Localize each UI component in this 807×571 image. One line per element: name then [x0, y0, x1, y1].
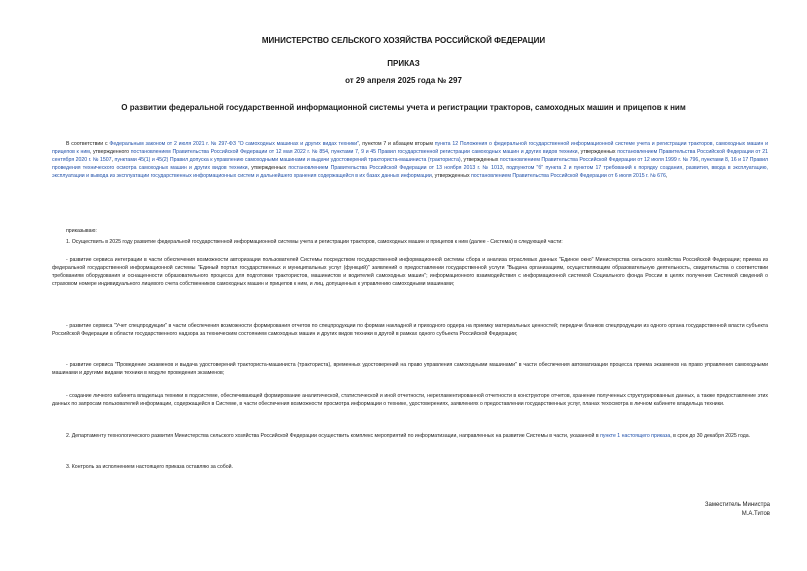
preamble-text: ,	[328, 149, 332, 156]
preamble-text: , утвержденных	[431, 173, 471, 180]
order-word	[52, 227, 768, 235]
preamble-text: ,	[111, 157, 115, 164]
bullet-4-text: - создание личного кабинета владельца техники в подсистеме, обеспечивающей формирование аналитической, статистической и иной отчетности, нерегламентированной отчетности в конструкторе отчетов, хранение полученных структурированных данных, а также предоставление этих данных по запросам пользователей информации, содержащейся в Системе, в части обеспечения возможности просмотра информации о технике, удостоверениях, заявлениях о предоставлении государственных услуг, планах техосмотра в личном кабинете владельца техники.	[52, 393, 768, 408]
rules-link-admission[interactable]: пунктами 45(1) и 45(2) Правил допуска к управлению самоходными машинами и выдачи удостоверений тракториста-машиниста (тракториста)	[114, 157, 461, 164]
signature-block	[705, 501, 770, 519]
item-2-text-end: , в срок до 30 декабря 2025 года.	[670, 433, 751, 439]
item-3	[52, 463, 768, 471]
preamble-text: В соответствии с	[66, 141, 110, 147]
bullet-3-text: - развитие сервиса "Проведение экзаменов и выдача удостоверений тракториста-машиниста (тракториста), временных удостоверений на право управления самоходными машинами" в части обеспечения автоматизации процесса приема экзаменов на право управления самоходными машинами и другими видами техники в модуле проведения экзаменов;	[52, 362, 768, 377]
decree-link-1507[interactable]: постановлением Правительства Российской Федерации от 21 сентября 2020 г. № 1507	[52, 149, 769, 164]
decree-link-796[interactable]: постановлением Правительства Российской Федерации от 12 июля 1999 г. № 796	[499, 157, 699, 164]
bullet-4	[52, 392, 768, 408]
rules-link-inspection[interactable]: пунктами 8, 16 и 17 Правил проведения технического осмотра самоходных машин и других видов техники	[52, 157, 768, 172]
date-number-heading: от 29 апреля 2025 года № 297	[345, 76, 462, 85]
preamble-text: , утвержденных	[460, 157, 500, 164]
item-2	[52, 432, 768, 440]
regulation-link-p12[interactable]: пункта 12 Положения о федеральной государственной информационной системе учета и регистрации тракторов, самоходных машин и прицепов к ним	[52, 141, 769, 156]
preamble-text: ,	[502, 165, 507, 172]
ministry-heading: МИНИСТЕРСТВО СЕЛЬСКОГО ХОЗЯЙСТВА РОССИЙСКОЙ ФЕДЕРАЦИИ	[261, 36, 546, 45]
item-3-text: 3. Контроль за исполнением настоящего приказа оставляю за собой.	[66, 464, 233, 470]
preamble-text: , пунктом 7 и абзацем вторым	[358, 141, 435, 147]
decree-link-1013[interactable]: постановлением Правительства Российской Федерации от 13 ноября 2013 г. № 1013	[288, 165, 503, 172]
requirements-link[interactable]: подпунктом "б" пункта 2 и пунктом 17 требований к порядку создания, развития, ввода в эксплуатацию, эксплуатации и вывода из эксплуатации государственных информационных систем и дальнейшего хранения содержащейся в их базах данных информации	[52, 165, 768, 180]
bullet-1-text: - развитие сервиса интеграции в части обеспечения возможности авторизации пользователей Системы посредством государственной информационной системы сбора и анализа отраслевых данных "Единое окно" Министерства сельского хозяйства Российской Федерации; приема из федеральной государственной информационной системы "Единый портал государственных и муниципальных услуг (функций)" заявлений о предоставлении государственной услуги "Выдача организациям, осуществляющим образовательную деятельность, свидетельства о соответствии требованиям оборудования и оснащенности образовательного процесса для подготовки трактористов, машинистов и водителей самоходных машин"; информационного взаимодействия с информационной системой Социального фонда России в целях получения Системой сведений о страховом номере индивидуального лицевого счета собственников самоходных машин и прицепов к ним, и лиц, допущенных к управлению самоходными машинами;	[52, 257, 768, 288]
bullet-2-text: - развитие сервиса "Учет спецпродукции" в части обеспечения возможности формирования отчетов по спецпродукции по формам накладной и приходного ордера на приемку материальных ценностей; передачи бланков спецпродукции из одного органа государственной власти субъекта Российской Федерации в области государственного надзора за техническим состоянием самоходных машин и других видов техники в другой в рамках одного субъекта Российской Федерации;	[52, 323, 768, 338]
item-1-text: 1. Осуществить в 2025 году развитие федеральной государственной информационной системы учета и регистрации тракторов, самоходных машин и прицепов к ним (далее - Система) в следующей части:	[66, 239, 563, 245]
preamble-text: , утвержденных	[577, 149, 618, 156]
signatory-position: Заместитель Министра	[704, 502, 770, 508]
preamble-text: ,	[698, 157, 702, 164]
bullet-3	[52, 361, 768, 377]
doc-type-heading: ПРИКАЗ	[387, 59, 420, 68]
bullet-2	[52, 322, 768, 338]
item-2-text: 2. Департаменту технологического развития Министерства сельского хозяйства Российской Федерации осуществить комплекс мероприятий по информатизации, направленных на развитие Системы в части, указанной в	[66, 433, 601, 439]
preamble-text: ,	[665, 173, 668, 180]
order-word-text: приказываю:	[66, 228, 97, 234]
decree-link-676[interactable]: постановлением Правительства Российской Федерации от 6 июля 2015 г. № 676	[470, 173, 666, 180]
item-1-reference-link[interactable]: пункте 1 настоящего приказа	[600, 433, 671, 439]
preamble-text: , утвержденных	[247, 165, 289, 172]
decree-link-854[interactable]: постановлением Правительства Российской Федерации от 12 мая 2022 г. № 854	[130, 149, 328, 156]
preamble-paragraph	[52, 140, 768, 180]
rules-link-registration[interactable]: пунктами 7, 9 и 45 Правил государственной регистрации самоходных машин и других видов техники	[331, 149, 578, 156]
law-link-297fz[interactable]: Федеральным законом от 2 июля 2021 г. № 297-ФЗ "О самоходных машинах и других видах техники"	[109, 141, 359, 147]
subject-heading: О развитии федеральной государственной информационной системы учета и регистрации тракторов, самоходных машин и прицепов к ним	[121, 103, 686, 112]
preamble-text: , утвержденного	[89, 149, 131, 156]
bullet-1	[52, 256, 768, 288]
item-1	[52, 238, 768, 246]
signatory-name: М.А.Титов	[741, 511, 770, 517]
